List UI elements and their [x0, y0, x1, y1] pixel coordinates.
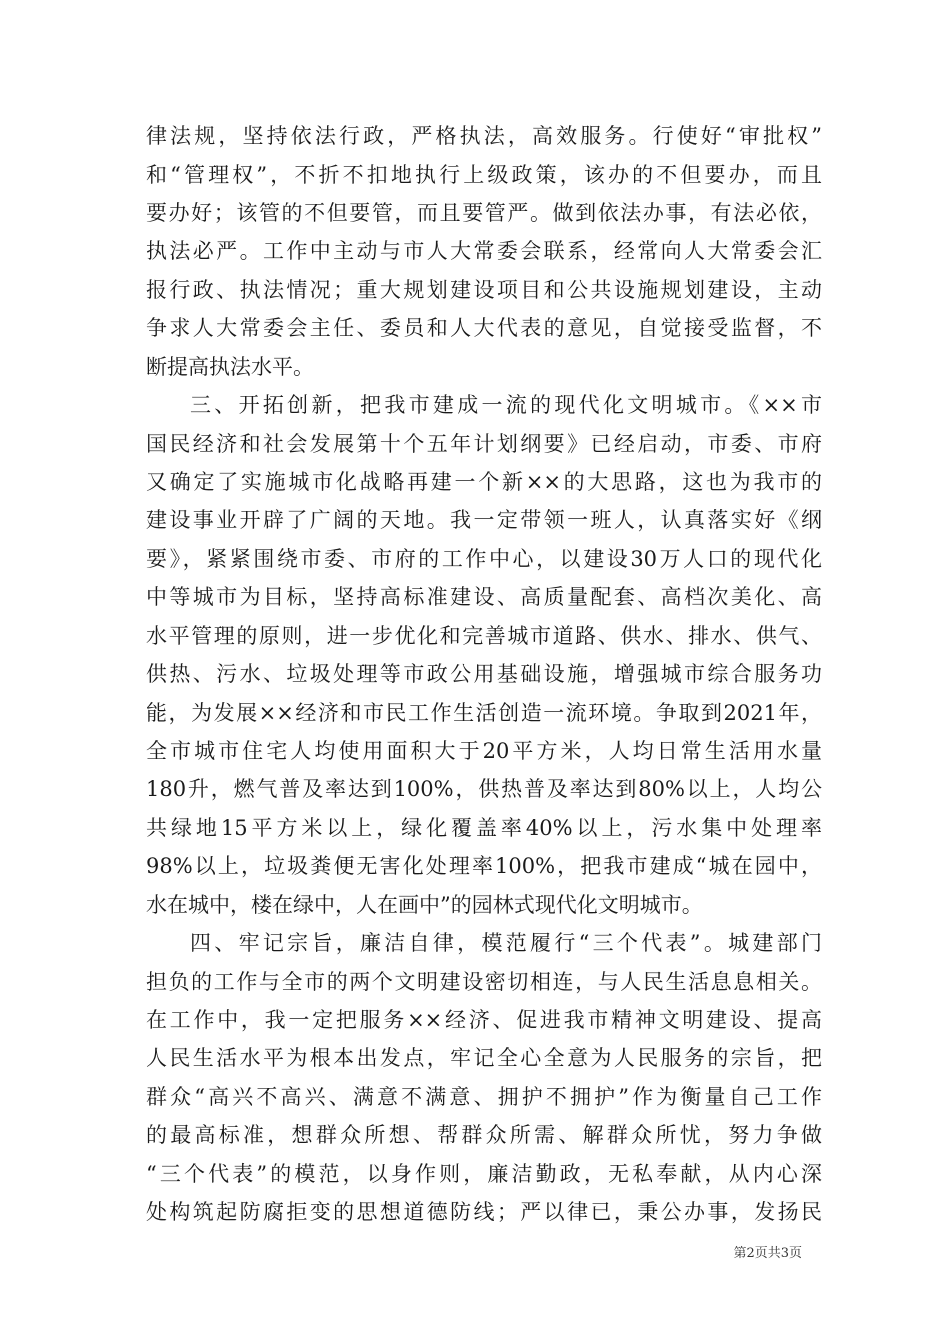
text-line: 执法必严。工作中主动与市人大常委会联系，经常向人大常委会汇: [146, 239, 822, 263]
text-line: 要》，紧紧围绕市委、市府的工作中心，以建设30万人口的现代化: [146, 547, 822, 571]
text-line: 国民经济和社会发展第十个五年计划纲要》已经启动，市委、市府: [146, 432, 822, 456]
paragraph-heading-line: 三、开拓创新，把我市建成一流的现代化文明城市。《××市: [190, 393, 822, 417]
text-line: 群众“高兴不高兴、满意不满意、拥护不拥护”作为衡量自己工作: [146, 1085, 822, 1109]
text-line: 水在城中，楼在绿中，人在画中”的园林式现代化文明城市。: [146, 893, 703, 917]
text-line: 担负的工作与全市的两个文明建设密切相连，与人民生活息息相关。: [146, 970, 822, 994]
text-line: 供热、污水、垃圾处理等市政公用基础设施，增强城市综合服务功: [146, 662, 822, 686]
text-line: 中等城市为目标，坚持高标准建设、高质量配套、高档次美化、高: [146, 585, 822, 609]
text-line: 建设事业开辟了广阔的天地。我一定带领一班人，认真落实好《纲: [146, 508, 822, 532]
text-line: 人民生活水平为根本出发点，牢记全心全意为人民服务的宗旨，把: [146, 1046, 822, 1070]
text-line: 的最高标准，想群众所想、帮群众所需、解群众所忧，努力争做: [146, 1123, 822, 1147]
text-line: 98%以上，垃圾粪便无害化处理率100%，把我市建成“城在园中，: [146, 854, 822, 878]
text-line: 律法规，坚持依法行政，严格执法，高效服务。行使好“审批权”: [146, 124, 822, 148]
page-number: 第2页共3页: [733, 1246, 802, 1261]
text-line: 又确定了实施城市化战略再建一个新××的大思路，这也为我市的: [146, 470, 822, 494]
paragraph-heading-line: 四、牢记宗旨，廉洁自律，模范履行“三个代表”。城建部门: [190, 931, 822, 955]
text-line: 水平管理的原则，进一步优化和完善城市道路、供水、排水、供气、: [146, 624, 822, 648]
text-line: 争求人大常委会主任、委员和人大代表的意见，自觉接受监督，不: [146, 316, 822, 340]
text-line: 和“管理权”，不折不扣地执行上级政策，该办的不但要办，而且: [146, 163, 822, 187]
text-line: 全市城市住宅人均使用面积大于20平方米，人均日常生活用水量: [146, 739, 822, 763]
text-line: 在工作中，我一定把服务××经济、促进我市精神文明建设、提高: [146, 1008, 822, 1032]
text-line: 要办好；该管的不但要管，而且要管严。做到依法办事，有法必依，: [146, 201, 822, 225]
text-line: 180升，燃气普及率达到100%，供热普及率达到80%以上，人均公: [146, 777, 822, 801]
text-line: 共绿地15平方米以上，绿化覆盖率40%以上，污水集中处理率: [146, 816, 822, 840]
text-line: 处构筑起防腐拒变的思想道德防线；严以律已，秉公办事，发扬民: [146, 1200, 822, 1224]
text-line: 断提高执法水平。: [146, 355, 314, 379]
text-line: 报行政、执法情况；重大规划建设项目和公共设施规划建设，主动: [146, 278, 822, 302]
text-line: “三个代表”的模范，以身作则，廉洁勤政，无私奉献，从内心深: [146, 1162, 822, 1186]
text-line: 能，为发展××经济和市民工作生活创造一流环境。争取到2021年，: [146, 701, 822, 725]
